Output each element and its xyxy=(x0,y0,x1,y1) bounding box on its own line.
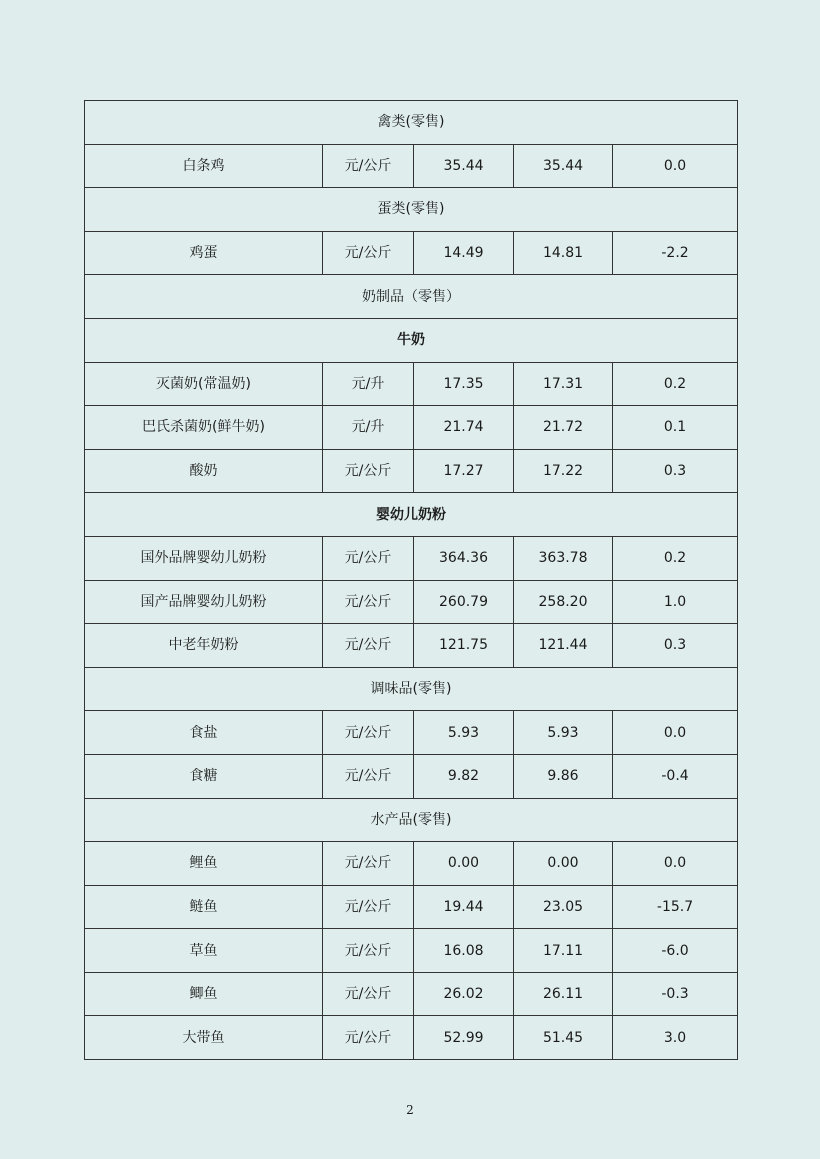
cell-unit: 元/公斤 xyxy=(323,1016,414,1060)
cell-change: 1.0 xyxy=(613,580,738,624)
cell-unit: 元/公斤 xyxy=(323,231,414,275)
cell-name: 食盐 xyxy=(85,711,323,755)
cell-unit: 元/公斤 xyxy=(323,580,414,624)
table-row xyxy=(85,754,738,798)
cell-previous: 23.05 xyxy=(514,885,613,929)
table-row xyxy=(85,536,738,580)
cell-previous: 35.44 xyxy=(514,144,613,188)
table-row xyxy=(85,972,738,1016)
cell-current: 364.36 xyxy=(414,536,514,580)
cell-change: -6.0 xyxy=(613,929,738,973)
section-title: 蛋类(零售) xyxy=(85,188,738,232)
cell-current: 17.35 xyxy=(414,362,514,406)
cell-change: -0.3 xyxy=(613,972,738,1016)
section-title: 水产品(零售) xyxy=(85,798,738,842)
table-row xyxy=(85,144,738,188)
cell-name: 酸奶 xyxy=(85,449,323,493)
table-row xyxy=(85,362,738,406)
cell-name: 食糖 xyxy=(85,754,323,798)
table-row xyxy=(85,885,738,929)
cell-current: 52.99 xyxy=(414,1016,514,1060)
cell-name: 巴氏杀菌奶(鲜牛奶) xyxy=(85,406,323,450)
table-row xyxy=(85,406,738,450)
section-header-row xyxy=(85,493,738,537)
cell-unit: 元/升 xyxy=(323,362,414,406)
cell-name: 大带鱼 xyxy=(85,1016,323,1060)
cell-change: -15.7 xyxy=(613,885,738,929)
cell-name: 灭菌奶(常温奶) xyxy=(85,362,323,406)
section-header-row xyxy=(85,798,738,842)
cell-change: 0.3 xyxy=(613,449,738,493)
cell-change: 0.0 xyxy=(613,144,738,188)
cell-name: 国产品牌婴幼儿奶粉 xyxy=(85,580,323,624)
cell-current: 26.02 xyxy=(414,972,514,1016)
cell-current: 14.49 xyxy=(414,231,514,275)
section-header-row xyxy=(85,275,738,319)
cell-current: 21.74 xyxy=(414,406,514,450)
cell-change: 0.3 xyxy=(613,624,738,668)
cell-current: 9.82 xyxy=(414,754,514,798)
table-row xyxy=(85,624,738,668)
cell-unit: 元/公斤 xyxy=(323,449,414,493)
cell-current: 35.44 xyxy=(414,144,514,188)
cell-name: 国外品牌婴幼儿奶粉 xyxy=(85,536,323,580)
section-title: 调味品(零售) xyxy=(85,667,738,711)
cell-name: 鲤鱼 xyxy=(85,842,323,886)
cell-previous: 0.00 xyxy=(514,842,613,886)
cell-current: 19.44 xyxy=(414,885,514,929)
cell-change: 3.0 xyxy=(613,1016,738,1060)
cell-previous: 14.81 xyxy=(514,231,613,275)
cell-name: 鲫鱼 xyxy=(85,972,323,1016)
cell-unit: 元/公斤 xyxy=(323,972,414,1016)
cell-change: 0.2 xyxy=(613,362,738,406)
price-table xyxy=(84,100,738,1060)
table-row xyxy=(85,1016,738,1060)
cell-unit: 元/公斤 xyxy=(323,144,414,188)
cell-current: 17.27 xyxy=(414,449,514,493)
cell-previous: 258.20 xyxy=(514,580,613,624)
cell-current: 0.00 xyxy=(414,842,514,886)
cell-change: 0.1 xyxy=(613,406,738,450)
cell-previous: 17.31 xyxy=(514,362,613,406)
cell-name: 中老年奶粉 xyxy=(85,624,323,668)
cell-previous: 17.11 xyxy=(514,929,613,973)
cell-previous: 5.93 xyxy=(514,711,613,755)
table-row xyxy=(85,580,738,624)
table-row xyxy=(85,711,738,755)
cell-current: 5.93 xyxy=(414,711,514,755)
cell-name: 鸡蛋 xyxy=(85,231,323,275)
cell-current: 121.75 xyxy=(414,624,514,668)
page-number: 2 xyxy=(406,1103,414,1117)
section-header-row xyxy=(85,318,738,362)
section-title: 奶制品（零售） xyxy=(85,275,738,319)
cell-unit: 元/公斤 xyxy=(323,711,414,755)
cell-change: -2.2 xyxy=(613,231,738,275)
cell-name: 草鱼 xyxy=(85,929,323,973)
cell-unit: 元/公斤 xyxy=(323,929,414,973)
cell-unit: 元/升 xyxy=(323,406,414,450)
cell-current: 260.79 xyxy=(414,580,514,624)
cell-previous: 363.78 xyxy=(514,536,613,580)
cell-unit: 元/公斤 xyxy=(323,536,414,580)
cell-previous: 9.86 xyxy=(514,754,613,798)
cell-change: 0.0 xyxy=(613,711,738,755)
cell-change: 0.2 xyxy=(613,536,738,580)
cell-previous: 121.44 xyxy=(514,624,613,668)
cell-previous: 21.72 xyxy=(514,406,613,450)
cell-unit: 元/公斤 xyxy=(323,842,414,886)
section-title: 牛奶 xyxy=(85,318,738,362)
section-header-row xyxy=(85,667,738,711)
cell-unit: 元/公斤 xyxy=(323,885,414,929)
table-row xyxy=(85,231,738,275)
section-header-row xyxy=(85,188,738,232)
cell-unit: 元/公斤 xyxy=(323,754,414,798)
cell-previous: 17.22 xyxy=(514,449,613,493)
table-row xyxy=(85,449,738,493)
cell-previous: 26.11 xyxy=(514,972,613,1016)
cell-current: 16.08 xyxy=(414,929,514,973)
cell-change: 0.0 xyxy=(613,842,738,886)
cell-name: 鲢鱼 xyxy=(85,885,323,929)
cell-previous: 51.45 xyxy=(514,1016,613,1060)
cell-unit: 元/公斤 xyxy=(323,624,414,668)
table-row xyxy=(85,842,738,886)
table-body xyxy=(85,101,738,1060)
cell-name: 白条鸡 xyxy=(85,144,323,188)
table-row xyxy=(85,929,738,973)
section-header-row xyxy=(85,101,738,145)
section-title: 禽类(零售) xyxy=(85,101,738,145)
cell-change: -0.4 xyxy=(613,754,738,798)
section-title: 婴幼儿奶粉 xyxy=(85,493,738,537)
